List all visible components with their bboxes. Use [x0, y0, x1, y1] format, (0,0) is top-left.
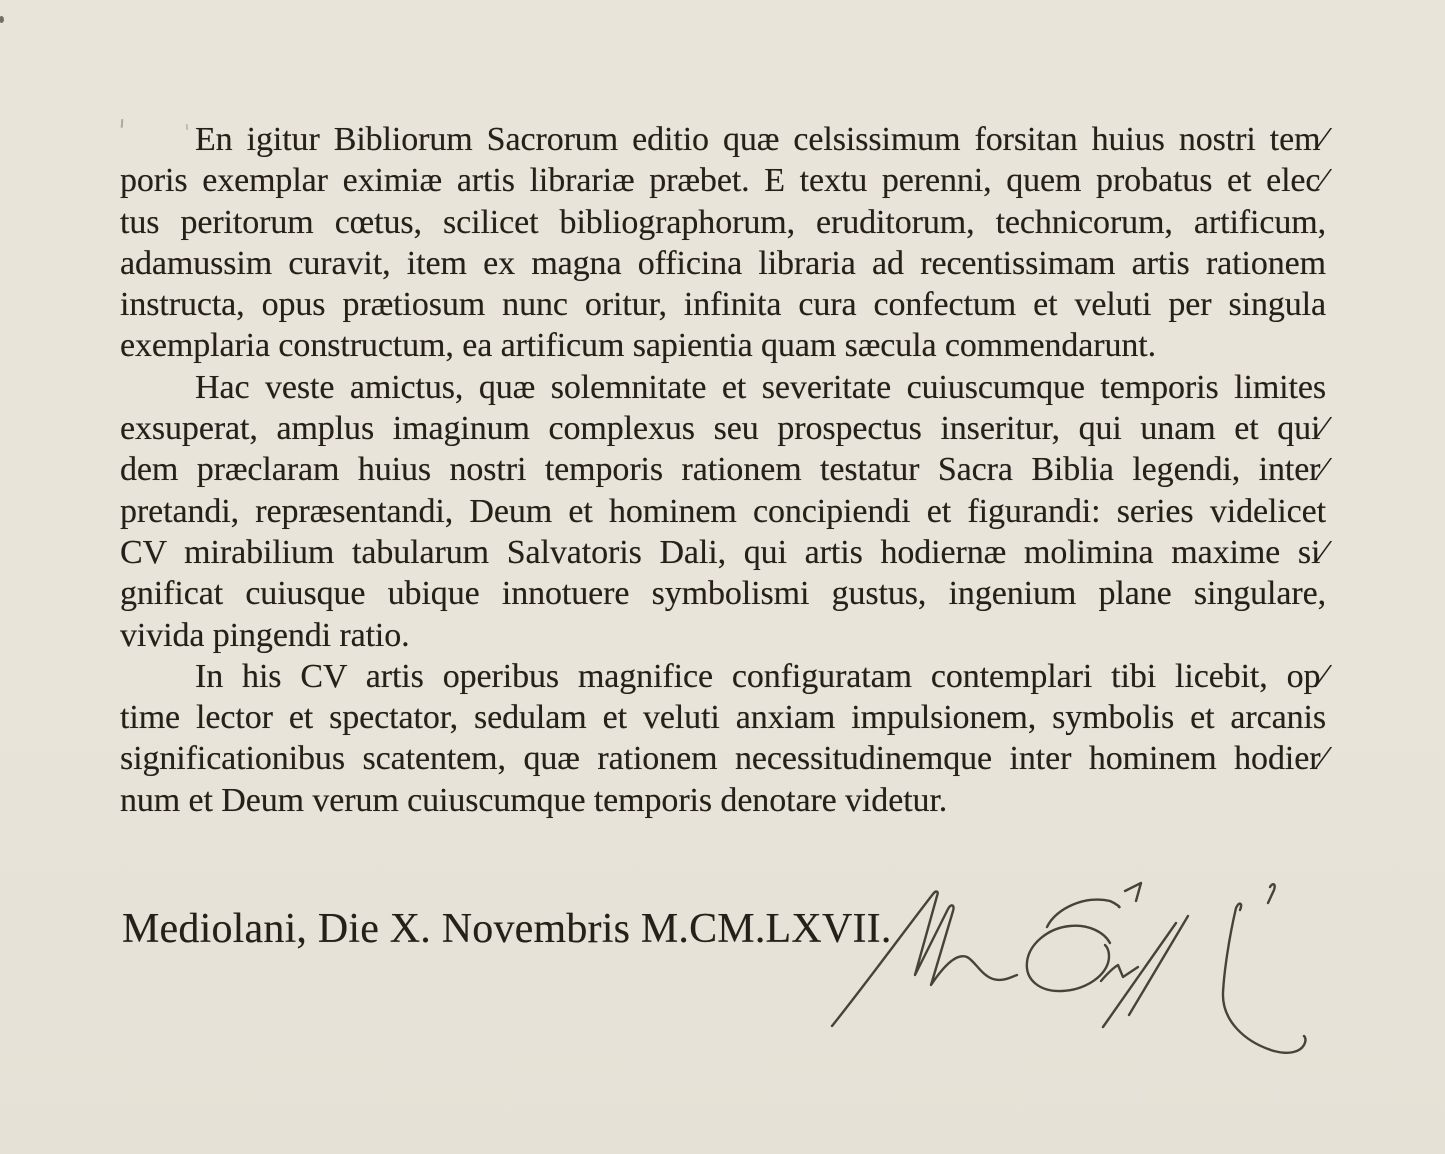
- paragraph: [120, 656, 1326, 821]
- text-line: instructa, opus prætiosum nunc oritur, infinita cura confectum et veluti per singula: [120, 286, 1326, 324]
- text-line: exemplaria constructum, ea artificum sapientia quam sæcula commendarunt.: [120, 327, 1157, 365]
- text-line: Hac veste amictus, quæ solemnitate et severitate cuiuscumque temporis limites: [195, 368, 1326, 406]
- salvador-dali-signature-icon: [820, 850, 1380, 1100]
- text-line: time lector et spectator, sedulam et veluti anxiam impulsionem, symbolis et arcanis: [120, 699, 1326, 737]
- text-line: num et Deum verum cuiuscumque temporis denotare videtur.: [120, 781, 948, 819]
- text-line: adamussim curavit, item ex magna officina libraria ad recentissimam artis rationem: [120, 244, 1326, 282]
- text-block: [120, 119, 1326, 821]
- text-line: dem præclaram huius nostri temporis rationem testatur Sacra Biblia legendi, inter⁄: [120, 451, 1326, 489]
- text-line: significationibus scatentem, quæ rationem necessitudinemque inter hominem hodier⁄: [120, 740, 1326, 778]
- print-artifact-speck: [0, 16, 4, 23]
- text-line: poris exemplar eximiæ artis librariæ præbet. E textu perenni, quem probatus et elec⁄: [120, 162, 1326, 200]
- text-line: In his CV artis operibus magnifice configuratam contemplari tibi licebit, op⁄: [195, 657, 1326, 695]
- dateline: Mediolani, Die X. Novembris M.CM.LXVII.: [122, 906, 892, 952]
- text-line: CV mirabilium tabularum Salvatoris Dali, qui artis hodiernæ molimina maxime si⁄: [120, 533, 1326, 571]
- text-line: En igitur Bibliorum Sacrorum editio quæ celsissimum forsitan huius nostri tem⁄: [195, 121, 1326, 158]
- paragraph: [120, 119, 1326, 367]
- paragraph: [120, 367, 1326, 656]
- text-line: vivida pingendi ratio.: [120, 616, 410, 654]
- text-line: tus peritorum cœtus, scilicet bibliographorum, eruditorum, technicorum, artificum,: [120, 203, 1326, 241]
- text-line: gnificat cuiusque ubique innotuere symbolismi gustus, ingenium plane singulare,: [120, 575, 1326, 613]
- text-line: exsuperat, amplus imaginum complexus seu prospectus inseritur, qui unam et qui⁄: [120, 410, 1326, 448]
- text-line: pretandi, repræsentandi, Deum et hominem concipiendi et figurandi: series videlicet: [120, 492, 1326, 530]
